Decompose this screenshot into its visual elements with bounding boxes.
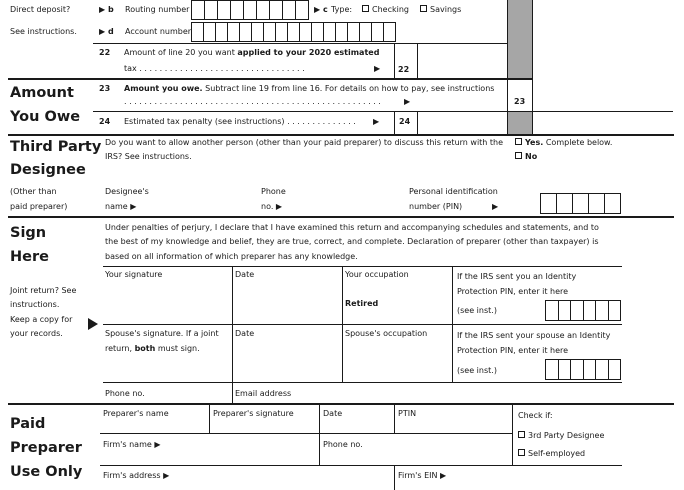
savings-option[interactable] <box>420 5 461 15</box>
sign-pointer-arrow-icon <box>88 318 98 330</box>
no-checkbox[interactable] <box>515 152 522 159</box>
line23-number: 23 <box>99 84 111 93</box>
pin-label-1: Personal identification <box>409 187 498 196</box>
spouse-ip-pin-input[interactable] <box>545 359 621 380</box>
checking-checkbox[interactable] <box>362 5 369 12</box>
email-label: Email address <box>235 389 292 398</box>
gray-shade-top <box>508 0 532 78</box>
routing-number-input[interactable] <box>191 0 309 20</box>
phone-label-1: Phone <box>261 187 286 196</box>
third-party-sub-1: (Other than <box>10 187 57 196</box>
line24-arrow: ▶ <box>373 117 380 126</box>
see-instructions: See instructions. <box>10 27 77 36</box>
joint-return-1: Joint return? See <box>10 286 77 295</box>
preparer-date-label: Date <box>323 409 343 418</box>
ip-pin-text-2: Protection PIN, enter it here <box>457 287 569 296</box>
spouse-ip-text-1: If the IRS sent your spouse an Identity <box>457 331 611 340</box>
line22-text: Amount of line 20 you want applied to your 2020 estimated <box>124 48 380 57</box>
line23-box-label: 23 <box>514 97 526 106</box>
third-party-title-2: Designee <box>10 162 86 178</box>
paid-preparer-title-2: Preparer <box>10 440 82 456</box>
joint-return-3: Keep a copy for <box>10 315 73 324</box>
spouse-signature-field[interactable] <box>104 356 230 380</box>
line23-dots: . . . . . . . . . . . . . . . . . . . . . . . . . . . . . . . . . . . . . . . . . . . . . . . . . . . <box>124 97 381 106</box>
pin-label-2: number (PIN) <box>409 202 463 211</box>
spouse-date-field[interactable] <box>234 340 340 380</box>
line24-number: 24 <box>99 117 111 126</box>
firm-address-field[interactable] <box>175 468 390 488</box>
self-employed-label: Self-employed <box>528 449 586 458</box>
line24-amount-input[interactable] <box>418 112 506 134</box>
spouse-signature-label-1: Spouse's signature. If a joint <box>105 329 219 338</box>
pin-arrow: ▶ <box>492 202 499 211</box>
ip-pin-text-1: If the IRS sent you an Identity <box>457 272 577 281</box>
yes-label: Yes. <box>525 138 544 147</box>
preparer-signature-label: Preparer's signature <box>213 409 294 418</box>
spouse-signature-label-2: return, both must sign. <box>105 344 200 353</box>
third-party-designee-option[interactable] <box>518 431 604 441</box>
no-label: No <box>525 152 538 161</box>
perjury-line-2: the best of my knowledge and belief, they are true, correct, and complete. Declaration of preparer (other than taxpayer) is <box>105 237 599 246</box>
your-signature-label: Your signature <box>105 270 163 279</box>
yes-rest: Complete below. <box>545 138 613 147</box>
phone-label-2: no. ▶ <box>261 202 283 211</box>
third-party-designee-checkbox[interactable] <box>518 431 525 438</box>
third-party-yes-option[interactable] <box>515 138 612 148</box>
date-label: Date <box>235 270 255 279</box>
ip-pin-input[interactable] <box>545 300 621 321</box>
type-label: Type: <box>331 5 353 14</box>
spouse-occupation-field[interactable] <box>344 340 450 380</box>
firm-ein-label: Firm's EIN ▶ <box>398 471 447 480</box>
third-party-sub-2: paid preparer) <box>10 202 68 211</box>
your-occupation-label: Your occupation <box>345 270 409 279</box>
type-marker: ▶ c <box>314 5 328 14</box>
firm-name-label: Firm's name ▶ <box>103 440 161 449</box>
paid-preparer-title-3: Use Only <box>10 464 83 480</box>
line22-number: 22 <box>99 48 111 57</box>
firm-address-label: Firm's address ▶ <box>103 471 170 480</box>
checking-option[interactable] <box>362 5 409 15</box>
ip-pin-text-3: (see inst.) <box>457 306 497 315</box>
firm-ein-field[interactable] <box>455 468 620 488</box>
preparer-phone-field[interactable] <box>365 436 510 462</box>
third-party-designee-label: 3rd Party Designee <box>528 431 605 440</box>
perjury-line-1: Under penalties of perjury, I declare that I have examined this return and accompanying schedules and statements, and to <box>105 223 599 232</box>
line22-amount-input[interactable] <box>418 44 506 77</box>
checking-label: Checking <box>372 5 409 14</box>
account-label: Account number <box>125 27 192 36</box>
spouse-ip-text-2: Protection PIN, enter it here <box>457 346 569 355</box>
direct-deposit-label: Direct deposit? <box>10 5 71 14</box>
sign-here-title-2: Here <box>10 249 49 265</box>
sign-phone-label: Phone no. <box>105 389 145 398</box>
third-party-question-2: IRS? See instructions. <box>105 152 192 161</box>
line23-arrow: ▶ <box>404 97 411 106</box>
date-field[interactable] <box>234 282 340 322</box>
amount-you-owe-title-2: You Owe <box>10 109 81 125</box>
account-marker: ▶ d <box>99 27 114 36</box>
gray-shade-bottom <box>508 111 532 134</box>
your-signature-field[interactable] <box>104 282 230 322</box>
third-party-title-1: Third Party <box>10 139 102 155</box>
spouse-occupation-label: Spouse's occupation <box>345 329 428 338</box>
line22-text-2: tax . . . . . . . . . . . . . . . . . . . . . . . . . . . . . . . . . <box>124 64 305 73</box>
preparer-name-label: Preparer's name <box>103 409 169 418</box>
savings-label: Savings <box>430 5 462 14</box>
designee-label-1: Designee's <box>105 187 149 196</box>
joint-return-2: instructions. <box>10 300 60 309</box>
ptin-label: PTIN <box>398 409 417 418</box>
designee-name-input[interactable] <box>142 200 252 214</box>
line24-box-label: 24 <box>399 117 411 126</box>
perjury-line-3: based on all information of which preparer has any knowledge. <box>105 252 358 261</box>
third-party-question-1: Do you want to allow another person (other than your paid preparer) to discuss this return with the <box>105 138 504 147</box>
self-employed-option[interactable] <box>518 449 585 459</box>
amount-you-owe-title-1: Amount <box>10 85 74 101</box>
preparer-phone-label: Phone no. <box>323 440 363 449</box>
line24-text: Estimated tax penalty (see instructions) . . . . . . . . . . . . . . <box>124 117 356 126</box>
line22-arrow: ▶ <box>374 64 381 73</box>
email-field[interactable] <box>300 385 620 401</box>
third-party-no-option[interactable] <box>515 152 537 162</box>
line23-amount-input[interactable] <box>533 80 673 110</box>
designee-label-2: name ▶ <box>105 202 137 211</box>
spouse-date-label: Date <box>235 329 255 338</box>
your-occupation-value[interactable]: Retired <box>345 299 379 308</box>
routing-label: Routing number <box>125 5 190 14</box>
designee-phone-input[interactable] <box>290 200 400 214</box>
check-if-label: Check if: <box>518 411 553 420</box>
account-number-input[interactable] <box>191 22 400 42</box>
designee-pin-input[interactable] <box>540 193 621 214</box>
line22-box-label: 22 <box>398 65 410 74</box>
sign-here-title-1: Sign <box>10 225 47 241</box>
spouse-ip-text-3: (see inst.) <box>457 366 497 375</box>
savings-checkbox[interactable] <box>420 5 427 12</box>
joint-return-4: your records. <box>10 329 63 338</box>
paid-preparer-title-1: Paid <box>10 416 46 432</box>
routing-marker: ▶ b <box>99 5 114 14</box>
yes-checkbox[interactable] <box>515 138 522 145</box>
self-employed-checkbox[interactable] <box>518 449 525 456</box>
firm-name-field[interactable] <box>165 436 315 462</box>
line23-text: Amount you owe. Subtract line 19 from line 16. For details on how to pay, see instructions <box>124 84 495 93</box>
